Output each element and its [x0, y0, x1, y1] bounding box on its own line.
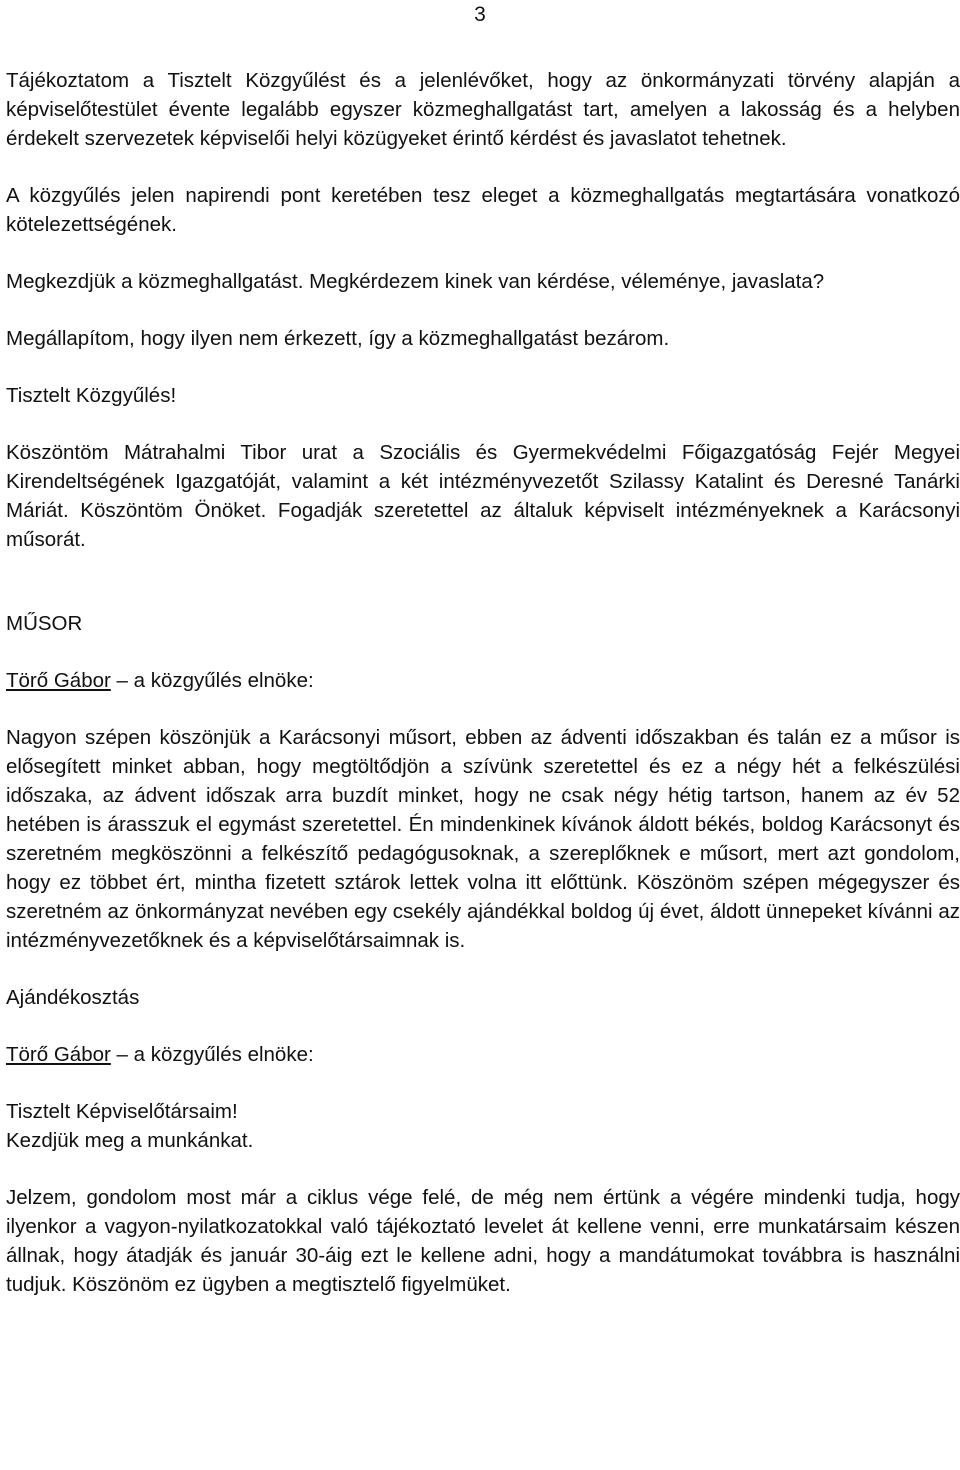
paragraph-start-work: Kezdjük meg a munkánkat. — [6, 1129, 254, 1152]
paragraph-welcome: Köszöntöm Mátrahalmi Tibor urat a Szociális és Gyermekvédelmi Főigazgatóság Fejér Megyei Kirendeltségének Igazgatóját, valamint a két intézményvezetőt Szilassy Katalint és Deresné Tanárki Máriát. Köszöntöm Önöket. Fogadják szeretettel az általuk képviselt intézményeknek a Karácsonyi műsorát. — [6, 441, 960, 551]
paragraph-declarations: Jelzem, gondolom most már a ciklus vége felé, de még nem értünk a végére mindenki tudja, hogy ilyenkor a vagyon-nyilatkozatokkal való tájékoztató levelet át kellene venni, erre munkatársaim készen állnak, hogy átadják és január 30-áig ezt le kellene adni, hogy a mandátumokat továbbra is használni tudjuk. Köszönöm ez ügyben a megtisztelő figyelmüket. — [6, 1186, 960, 1296]
program-heading: MŰSOR — [6, 612, 83, 635]
speaker-line — [6, 666, 960, 695]
paragraph-thanks: Nagyon szépen köszönjük a Karácsonyi műsort, ebben az ádventi időszakban és talán ez a műsor is elősegített minket abban, hogy megtöltődjön a szívünk szeretettel és ez a négy hét a felkészülési időszaka, az ádvent időszak arra buzdít minket, hogy ne csak négy hétig tartson, hanem az év 52 hetében is árasszuk el egymást szeretettel. Én mindenkinek kívánok áldott békés, boldog Karácsonyt és szeretném megköszönni a felkészítő pedagógusoknak, a szereplőknek e műsort, mert azt gondolom, hogy ez többet ért, mintha fizetett sztárok lettek volna itt előttünk. Köszönöm szépen mégegyszer és szeretném az önkormányzat nevében egy csekély ajándékkal boldog új évet, áldott ünnepeket kívánni az intézményvezetőknek és a képviselőtársaimnak is. — [6, 726, 960, 952]
speaker-role: – a közgyűlés elnöke: — [110, 1043, 314, 1066]
document-body — [6, 66, 960, 1299]
speaker-name: Törő Gábor — [6, 1043, 111, 1066]
gift-heading: Ajándékosztás — [6, 986, 140, 1009]
salutation-representatives: Tisztelt Képviselőtársaim! — [6, 1100, 238, 1123]
paragraph-closing: Megállapítom, hogy ilyen nem érkezett, így a közmeghallgatást bezárom. — [6, 327, 670, 350]
speaker-line — [6, 1040, 960, 1069]
paragraph-opening: Megkezdjük a közmeghallgatást. Megkérdezem kinek van kérdése, véleménye, javaslata? — [6, 270, 825, 293]
speaker-role: – a közgyűlés elnöke: — [110, 669, 314, 692]
salutation: Tisztelt Közgyűlés! — [6, 384, 177, 407]
paragraph-intro: Tájékoztatom a Tisztelt Közgyűlést és a jelenlévőket, hogy az önkormányzati törvény alapján a képviselőtestület évente legalább egyszer közmeghallgatást tart, amelyen a lakosság és a helyben érdekelt szervezetek képviselői helyi közügyeket érintő kérdést és javaslatot tehetnek. — [6, 69, 960, 150]
paragraph-agenda: A közgyűlés jelen napirendi pont keretében tesz eleget a közmeghallgatás megtartására vonatkozó kötelezettségének. — [6, 184, 960, 236]
page-number: 3 — [474, 3, 486, 26]
speaker-name: Törő Gábor — [6, 669, 111, 692]
